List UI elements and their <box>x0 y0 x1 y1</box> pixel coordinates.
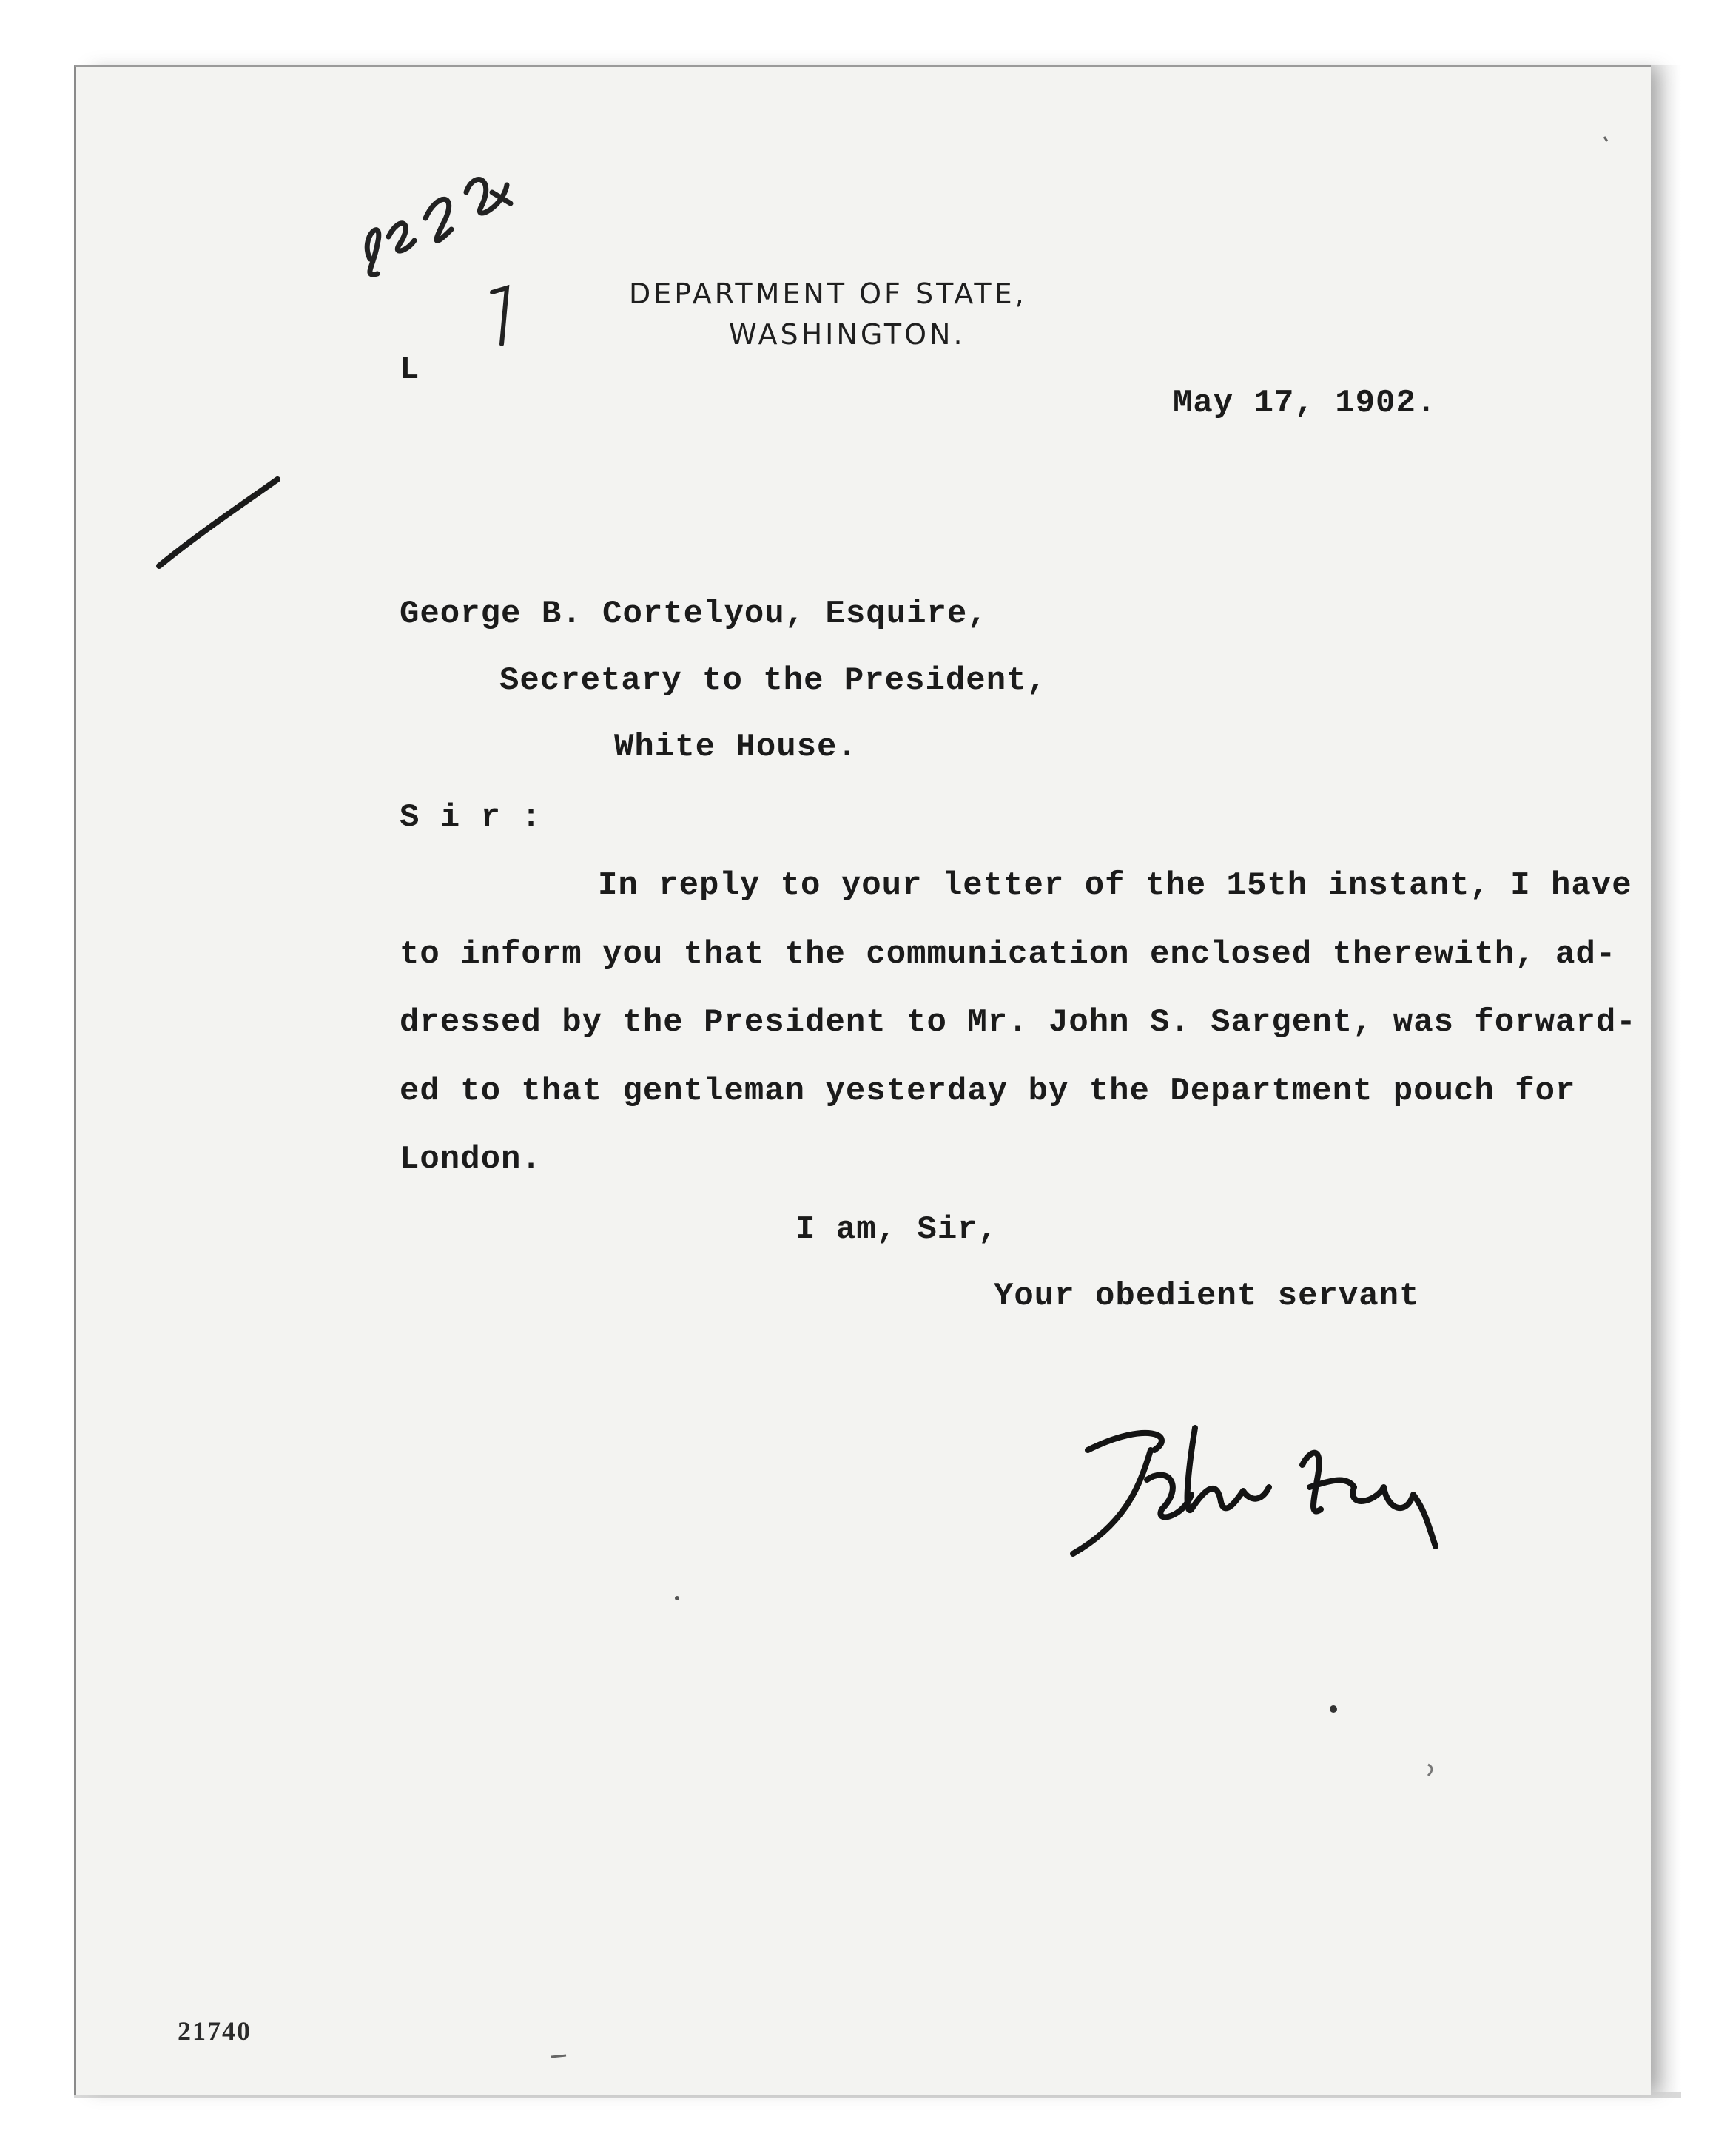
document-number: 21740 <box>178 2016 252 2046</box>
recipient-title: Secretary to the President, <box>499 662 1047 699</box>
recipient-name: George B. Cortelyou, Esquire, <box>400 596 988 633</box>
closing-line-2: Your obedient servant <box>994 1278 1420 1315</box>
body-line-1: In reply to your letter of the 15th instant, I have <box>598 867 1632 904</box>
letterhead-line-1: DEPARTMENT OF STATE, <box>629 277 1027 310</box>
salutation: S i r : <box>400 799 542 836</box>
file-mark: L <box>400 351 420 388</box>
letterhead-line-2: WASHINGTON. <box>729 318 966 351</box>
recipient-place: White House. <box>614 729 858 766</box>
body-line-4: ed to that gentleman yesterday by the Department pouch for <box>400 1073 1576 1110</box>
body-line-5: London. <box>400 1141 542 1178</box>
body-line-2: to inform you that the communication enclosed therewith, ad- <box>400 936 1617 973</box>
body-line-3: dressed by the President to Mr. John S. Sargent, was forward- <box>400 1004 1637 1041</box>
closing-line-1: I am, Sir, <box>795 1211 999 1248</box>
letter-date: May 17, 1902. <box>1173 385 1437 422</box>
